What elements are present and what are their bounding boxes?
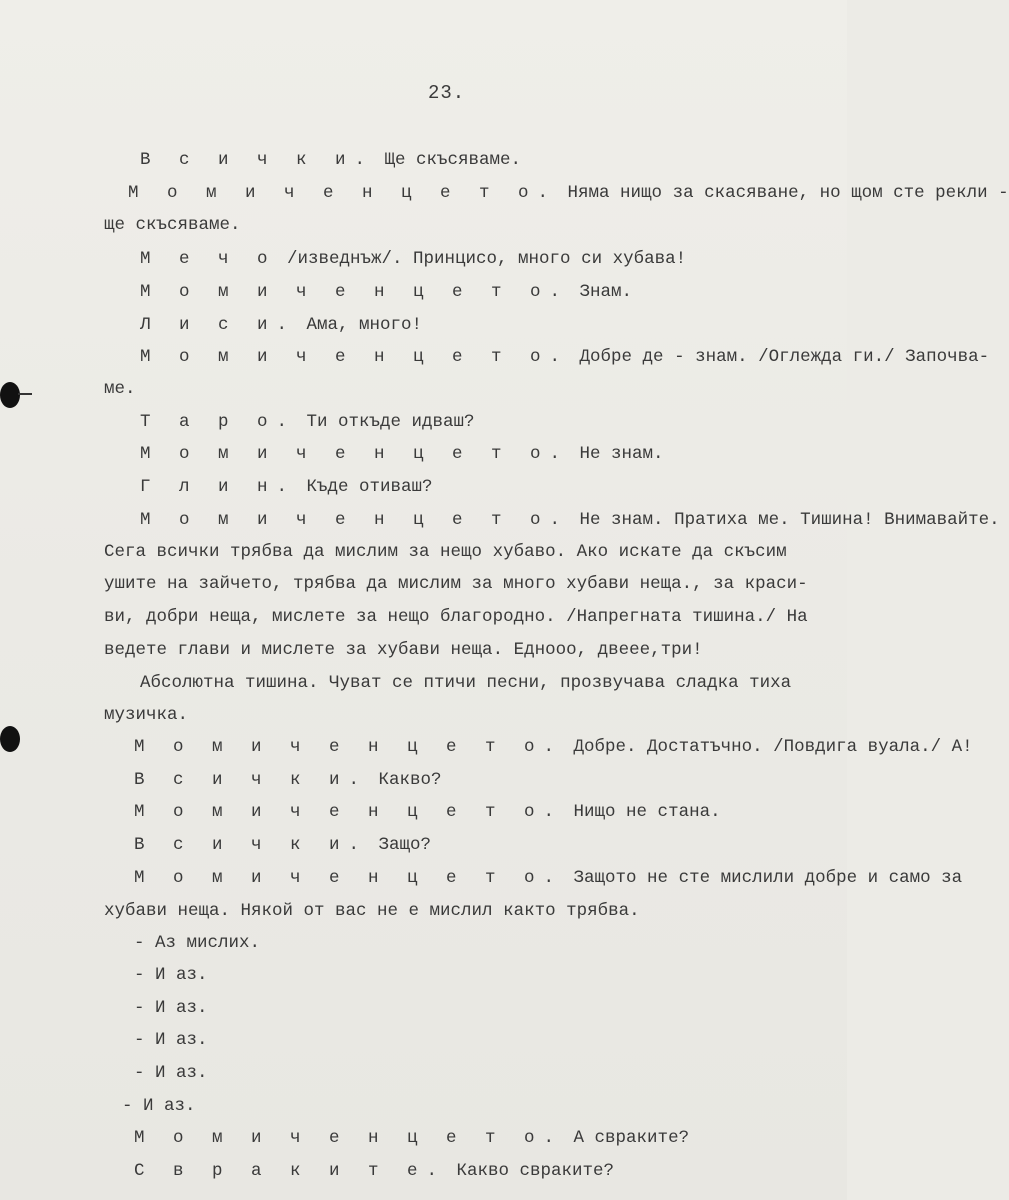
line-text: Не знам.	[569, 444, 664, 464]
line-text: Не знам. Пратиха ме. Тишина! Внимавайте.	[569, 510, 1000, 530]
line-text: /изведнъж/. Принцисо, много си хубава!	[276, 249, 687, 269]
script-line	[104, 573, 808, 595]
speaker-name: М о м и ч е н ц е т о.	[134, 1128, 564, 1148]
speaker-name: М о м и ч е н ц е т о.	[140, 347, 570, 367]
line-text: музичка.	[104, 705, 189, 725]
line-text: Ама, много!	[296, 315, 423, 335]
script-line	[140, 149, 521, 171]
speaker-name: В с и ч к и.	[134, 770, 369, 790]
script-line	[134, 1160, 614, 1182]
script-line	[134, 1127, 689, 1149]
line-text: Защото не сте мислили добре и само за	[563, 868, 963, 888]
line-text: - И аз.	[134, 1030, 208, 1050]
script-line	[104, 704, 188, 726]
script-line	[134, 769, 442, 791]
line-text: - И аз.	[122, 1096, 196, 1116]
line-text: - И аз.	[134, 1063, 208, 1083]
script-line	[104, 378, 136, 400]
script-line	[140, 248, 686, 270]
line-text: ви, добри неща, мислете за нещо благородно. /Напрегната тишина./ На	[104, 607, 808, 627]
line-text: Сега всички трябва да мислим за нещо хубаво. Ако искате да скъсим	[104, 542, 787, 562]
page-number: 23.	[428, 82, 466, 104]
speaker-name: Г л и н.	[140, 477, 297, 497]
line-text: Къде отиваш?	[296, 477, 433, 497]
script-line	[140, 672, 791, 694]
line-text: ще скъсяваме.	[104, 215, 241, 235]
line-text: А свраките?	[563, 1128, 690, 1148]
script-line	[134, 736, 973, 758]
speaker-name: М о м и ч е н ц е т о.	[134, 868, 564, 888]
speaker-name: В с и ч к и.	[134, 835, 369, 855]
script-line	[104, 606, 808, 628]
speaker-name: М о м и ч е н ц е т о.	[134, 802, 564, 822]
script-line	[104, 639, 703, 661]
speaker-name: С в р а к и т е.	[134, 1161, 447, 1181]
speaker-name: Т а р о.	[140, 412, 297, 432]
line-text: Ще скъсяваме.	[374, 150, 522, 170]
script-line	[134, 801, 721, 823]
script-line	[140, 443, 664, 465]
line-text: Нищо не стана.	[563, 802, 721, 822]
line-text: - Аз мислих.	[134, 933, 261, 953]
script-line	[128, 182, 1009, 204]
line-text: ведете глави и мислете за хубави неща. Едноoo, двеее,три!	[104, 640, 703, 660]
line-text: - И аз.	[134, 998, 208, 1018]
speaker-name: М е ч о	[140, 249, 277, 269]
line-text: Какво?	[368, 770, 442, 790]
speaker-name: В с и ч к и.	[140, 150, 375, 170]
script-line	[104, 541, 787, 563]
speaker-name: М о м и ч е н ц е т о.	[134, 737, 564, 757]
script-line	[140, 476, 433, 498]
script-line	[134, 964, 208, 986]
script-line	[122, 1095, 196, 1117]
script-line	[140, 281, 632, 303]
punch-hole	[0, 726, 20, 752]
script-line	[140, 411, 475, 433]
line-text: - И аз.	[134, 965, 208, 985]
hole-mark	[18, 393, 32, 395]
script-line	[140, 346, 989, 368]
script-line	[134, 867, 962, 889]
speaker-name: М о м и ч е н ц е т о.	[128, 183, 558, 203]
script-line	[134, 834, 431, 856]
line-text: Какво свраките?	[446, 1161, 615, 1181]
line-text: хубави неща. Някой от вас не е мислил както трябва.	[104, 901, 640, 921]
script-line	[134, 1062, 208, 1084]
speaker-name: М о м и ч е н ц е т о.	[140, 282, 570, 302]
line-text: ушите на зайчето, трябва да мислим за много хубави неща., за краси-	[104, 574, 808, 594]
speaker-name: М о м и ч е н ц е т о.	[140, 510, 570, 530]
line-text: Защо?	[368, 835, 432, 855]
script-line	[134, 997, 208, 1019]
script-line	[104, 214, 241, 236]
punch-hole	[0, 382, 20, 408]
line-text: Добре. Достатъчно. /Повдига вуала./ А!	[563, 737, 973, 757]
script-line	[104, 900, 640, 922]
line-text: Добре де - знам. /Оглежда ги./ Започва-	[569, 347, 990, 367]
script-line	[134, 932, 260, 954]
speaker-name: М о м и ч е н ц е т о.	[140, 444, 570, 464]
speaker-name: Л и с и.	[140, 315, 297, 335]
script-line	[140, 314, 422, 336]
line-text: Абсолютна тишина. Чуват се птичи песни, прозвучава сладка тиха	[140, 673, 792, 693]
line-text: Знам.	[569, 282, 633, 302]
line-text: Ти откъде идваш?	[296, 412, 475, 432]
line-text: ме.	[104, 379, 136, 399]
line-text: Няма нищо за скасяване, но щом сте рекли -	[557, 183, 1009, 203]
script-line	[134, 1029, 208, 1051]
script-line	[140, 509, 1000, 531]
